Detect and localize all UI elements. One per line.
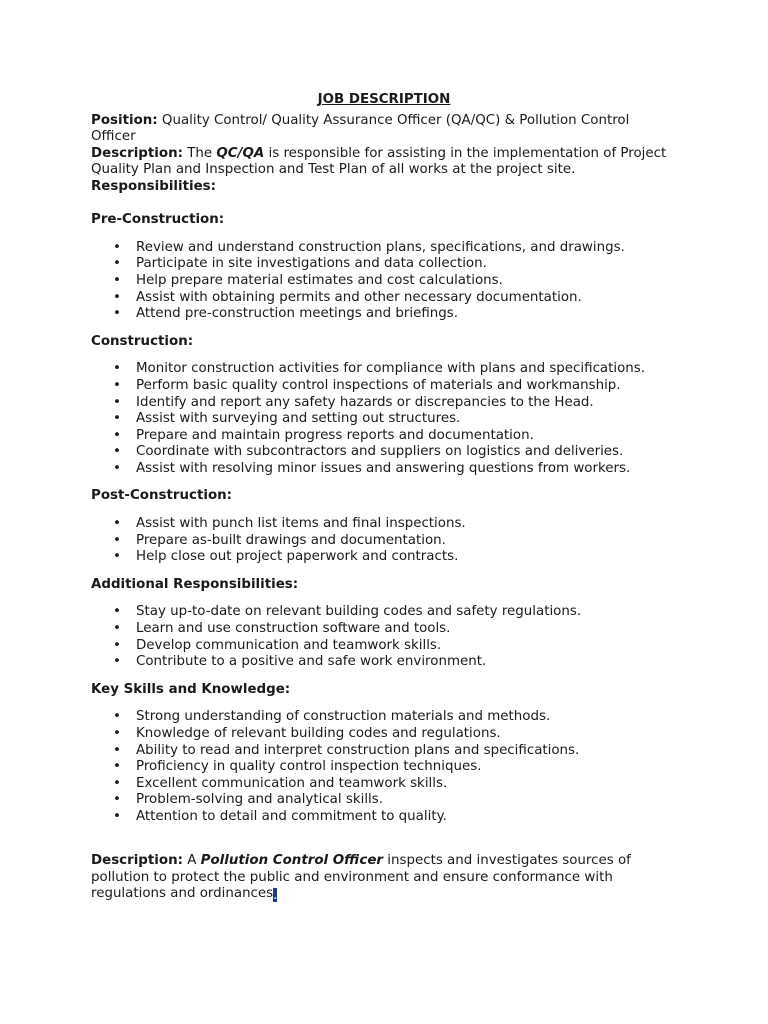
section-heading: Construction: — [91, 333, 194, 349]
list-item-text: Review and understand construction plans, specifications, and drawings. — [136, 239, 625, 255]
list-item-text: Learn and use construction software and tools. — [136, 621, 451, 637]
bullet-icon: • — [113, 742, 121, 758]
list-item — [91, 256, 671, 273]
list-item — [91, 638, 671, 655]
bullet-icon: • — [113, 306, 121, 322]
bullet-list — [91, 516, 671, 566]
bullet-icon: • — [113, 637, 121, 653]
list-item-text: Excellent communication and teamwork skills. — [136, 775, 448, 791]
bullet-icon: • — [113, 377, 121, 393]
list-item — [91, 809, 671, 826]
responsibility-sections — [91, 212, 671, 825]
bullet-icon: • — [113, 532, 121, 548]
pollution-description-label: Description: — [91, 853, 183, 869]
list-item — [91, 361, 671, 378]
pollution-description-paragraph — [91, 853, 671, 903]
bullet-icon: • — [113, 272, 121, 288]
list-item-text: Prepare and maintain progress reports and documentation. — [136, 427, 534, 443]
bullet-list — [91, 240, 671, 323]
bullet-icon: • — [113, 792, 121, 808]
list-item-text: Coordinate with subcontractors and suppliers on logistics and deliveries. — [136, 444, 624, 460]
list-item-text: Proficiency in quality control inspection techniques. — [136, 759, 482, 775]
list-item — [91, 792, 671, 809]
list-item-text: Prepare as-built drawings and documentation. — [136, 532, 446, 548]
section-heading: Additional Responsibilities: — [91, 576, 299, 592]
list-item-text: Participate in site investigations and data collection. — [136, 256, 487, 272]
list-item-text: Strong understanding of construction materials and methods. — [136, 709, 551, 725]
bullet-icon: • — [113, 709, 121, 725]
bullet-icon: • — [113, 361, 121, 377]
bullet-icon: • — [113, 621, 121, 637]
list-item-text: Assist with obtaining permits and other necessary documentation. — [136, 289, 582, 305]
list-item — [91, 533, 671, 550]
bullet-icon: • — [113, 604, 121, 620]
bullet-list — [91, 709, 671, 825]
list-item-text: Problem-solving and analytical skills. — [136, 792, 383, 808]
description-label: Description: — [91, 145, 183, 161]
list-item — [91, 290, 671, 307]
list-item-text: Assist with punch list items and final inspections. — [136, 516, 466, 532]
description-paragraph — [91, 146, 671, 179]
bullet-icon: • — [113, 444, 121, 460]
document-body — [91, 92, 671, 903]
list-item — [91, 709, 671, 726]
section-heading: Post-Construction: — [91, 488, 233, 504]
bullet-icon: • — [113, 256, 121, 272]
list-item — [91, 743, 671, 760]
bullet-list — [91, 361, 671, 477]
list-item-text: Help prepare material estimates and cost calculations. — [136, 272, 503, 288]
list-item — [91, 378, 671, 395]
list-item-text: Assist with resolving minor issues and answering questions from workers. — [136, 460, 631, 476]
document-title: JOB DESCRIPTION — [317, 92, 451, 107]
bullet-icon: • — [113, 427, 121, 443]
list-item — [91, 395, 671, 412]
list-item — [91, 776, 671, 793]
description-text: is responsible for assisting in the implementation of Project Quality Plan and Inspection and Test Plan of all works at the project site. — [91, 145, 667, 178]
paragraph-spacer — [91, 837, 671, 854]
list-item — [91, 549, 671, 566]
position-text: Quality Control/ Quality Assurance Officer (QA/QC) & Pollution Control Officer — [91, 112, 630, 145]
list-item — [91, 654, 671, 671]
list-item — [91, 516, 671, 533]
description-emphasis: QC/QA — [216, 145, 265, 161]
list-item — [91, 240, 671, 257]
responsibilities-heading: Responsibilities: — [91, 178, 216, 194]
bullet-icon: • — [113, 394, 121, 410]
list-item-text: Help close out project paperwork and contracts. — [136, 549, 459, 565]
list-item-text: Perform basic quality control inspections of materials and workmanship. — [136, 377, 621, 393]
bullet-icon: • — [113, 239, 121, 255]
list-item-text: Monitor construction activities for compliance with plans and specifications. — [136, 361, 646, 377]
list-item — [91, 759, 671, 776]
bullet-icon: • — [113, 289, 121, 305]
list-item — [91, 621, 671, 638]
list-item-text: Ability to read and interpret construction plans and specifications. — [136, 742, 580, 758]
list-item-text: Attention to detail and commitment to quality. — [136, 808, 447, 824]
position-paragraph — [91, 113, 671, 146]
bullet-icon: • — [113, 726, 121, 741]
list-item — [91, 444, 671, 461]
pollution-description-pre: A — [182, 853, 201, 869]
list-item — [91, 306, 671, 323]
list-item — [91, 461, 671, 478]
pollution-description-text: inspects and investigates sources of pollution to protect the public and environment and ensure conformance with regulations and ordinances — [91, 853, 631, 902]
text-cursor[interactable]: . — [273, 888, 278, 904]
list-item-text: Attend pre-construction meetings and briefings. — [136, 306, 458, 322]
list-item-text: Stay up-to-date on relevant building codes and safety regulations. — [136, 604, 582, 620]
list-item-text: Knowledge of relevant building codes and regulations. — [136, 726, 501, 741]
position-label: Position: — [91, 112, 158, 128]
section-heading: Key Skills and Knowledge: — [91, 681, 291, 697]
list-item-text: Identify and report any safety hazards or discrepancies to the Head. — [136, 394, 594, 410]
list-item-text: Assist with surveying and setting out structures. — [136, 411, 461, 427]
list-item-text: Develop communication and teamwork skills. — [136, 637, 442, 653]
bullet-icon: • — [113, 549, 121, 565]
bullet-icon: • — [113, 775, 121, 791]
list-item — [91, 273, 671, 290]
list-item — [91, 411, 671, 428]
list-item — [91, 604, 671, 621]
bullet-icon: • — [113, 759, 121, 775]
description-pre: The — [182, 145, 217, 161]
bullet-icon: • — [113, 654, 121, 670]
pollution-description-emphasis: Pollution Control Officer — [200, 853, 384, 869]
section-heading: Pre-Construction: — [91, 212, 225, 228]
list-item-text: Contribute to a positive and safe work environment. — [136, 654, 487, 670]
bullet-icon: • — [113, 808, 121, 824]
bullet-icon: • — [113, 516, 121, 532]
bullet-icon: • — [113, 460, 121, 476]
list-item — [91, 726, 671, 743]
bullet-icon: • — [113, 411, 121, 427]
bullet-list — [91, 604, 671, 670]
list-item — [91, 428, 671, 445]
